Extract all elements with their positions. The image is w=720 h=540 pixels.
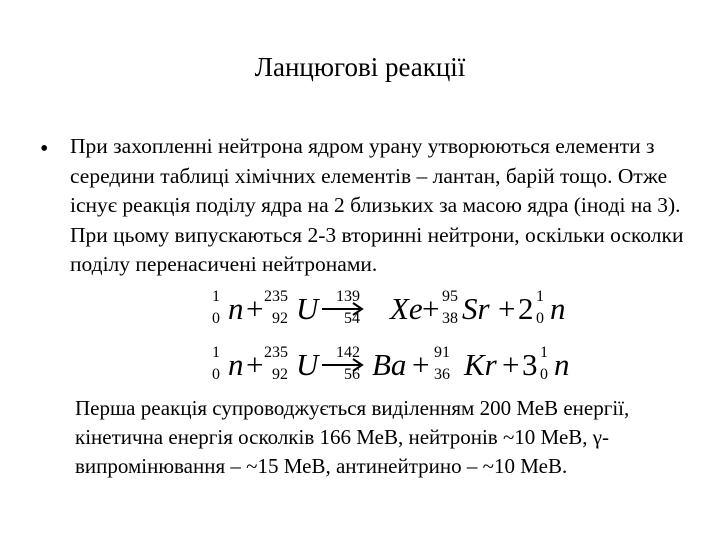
plus-sign: + <box>412 347 430 382</box>
charge-number: 92 <box>272 366 288 383</box>
charge-number: 0 <box>212 366 220 383</box>
energy-note: Перша реакція супроводжується виділенням 200 МеВ енергії, кінетична енергія осколків 166 МеВ, нейтронів ~10 МеВ, γ-випромінювання – ~15 МеВ, антинейтрино – ~10 МеВ. <box>75 396 630 478</box>
nuclide-symbol: n <box>228 347 244 382</box>
coefficient: 3 <box>522 347 538 382</box>
mass-number: 95 <box>442 288 458 305</box>
nuclide-symbol: n <box>550 291 566 326</box>
mass-number: 1 <box>540 344 548 361</box>
nuclide-symbol: Sr <box>462 291 490 326</box>
nuclide-scripts <box>434 345 450 383</box>
coefficient: 2 <box>518 291 534 326</box>
nuclide-symbol: Kr <box>464 347 497 382</box>
nuclide-scripts <box>336 289 360 327</box>
plus-sign: + <box>422 291 440 326</box>
mass-number: 142 <box>336 344 360 361</box>
slide-title: Ланцюгові реакції <box>254 52 466 82</box>
nuclide-scripts <box>264 345 288 383</box>
nuclide-symbol: U <box>296 347 319 382</box>
nuclide-scripts <box>212 289 220 327</box>
mass-number: 1 <box>212 344 220 361</box>
charge-number: 0 <box>212 310 220 327</box>
charge-number: 92 <box>272 310 288 327</box>
nuclide-scripts <box>212 345 220 383</box>
nuclide-scripts <box>442 289 458 327</box>
nuclide-symbol: n <box>554 347 570 382</box>
nuclide-symbol: Ba <box>372 347 407 382</box>
nuclide-symbol: Xe <box>390 291 423 326</box>
plus-sign: + <box>246 291 264 326</box>
nuclide-symbol: U <box>296 291 319 326</box>
reaction-equation-2 <box>206 344 606 390</box>
charge-number: 0 <box>540 366 548 383</box>
nuclide-scripts <box>336 345 360 383</box>
nuclide-symbol: n <box>228 291 244 326</box>
charge-number: 38 <box>442 310 458 327</box>
mass-number: 91 <box>434 344 450 361</box>
nuclide-scripts <box>536 289 544 327</box>
bullet-text: При захопленні нейтрона ядром урану утворюються елементи з середини таблиці хімічних елементів – лантан, барій тощо. Отже існує реакція поділу ядра на 2 близьких за масою ядра (іноді на 3). При цьому випускаються 2-3 вторинні нейтрони, оскільки осколки поділу перенасичені нейтронами. <box>70 134 684 276</box>
nuclide-scripts <box>264 289 288 327</box>
mass-number: 139 <box>336 288 360 305</box>
plus-sign: + <box>498 291 516 326</box>
mass-number: 235 <box>264 344 288 361</box>
charge-number: 56 <box>344 366 360 383</box>
mass-number: 235 <box>264 288 288 305</box>
charge-number: 36 <box>434 366 450 383</box>
charge-number: 0 <box>536 310 544 327</box>
plus-sign: + <box>246 347 264 382</box>
charge-number: 54 <box>344 310 360 327</box>
mass-number: 1 <box>536 288 544 305</box>
nuclide-scripts <box>540 345 548 383</box>
bullet-marker: • <box>40 136 49 162</box>
mass-number: 1 <box>212 288 220 305</box>
plus-sign: + <box>502 347 520 382</box>
reaction-equation-1 <box>206 288 606 334</box>
